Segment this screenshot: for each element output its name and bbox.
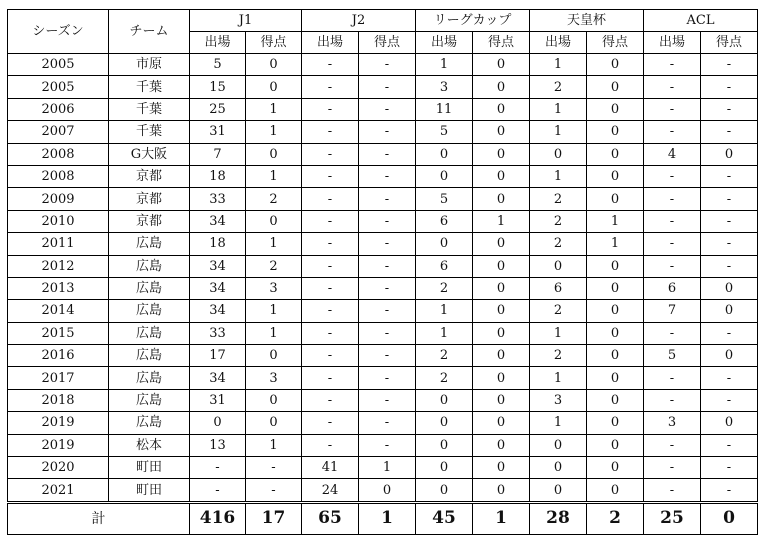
j2-apps-cell: - [302, 165, 359, 187]
acl-goals-cell: - [701, 121, 758, 143]
emperor-apps-cell: 2 [530, 210, 587, 232]
acl-goals-cell: - [701, 434, 758, 456]
acl-goals-cell: 0 [701, 277, 758, 299]
acl-apps-cell: - [644, 165, 701, 187]
j1-goals-cell: 1 [246, 98, 302, 120]
header-apps: 出場 [416, 32, 473, 54]
total-cell: 2 [587, 502, 644, 534]
season-cell: 2005 [8, 54, 109, 76]
j1-goals-cell: 2 [246, 255, 302, 277]
cup-goals-cell: 0 [473, 300, 530, 322]
acl-goals-cell: - [701, 54, 758, 76]
emperor-apps-cell: 3 [530, 389, 587, 411]
table-row [8, 345, 758, 367]
cup-goals-cell: 0 [473, 322, 530, 344]
cup-apps-cell: 0 [416, 434, 473, 456]
emperor-apps-cell: 2 [530, 233, 587, 255]
j2-apps-cell: - [302, 210, 359, 232]
j1-goals-cell: 1 [246, 165, 302, 187]
j1-apps-cell: 7 [190, 143, 246, 165]
j1-apps-cell: 0 [190, 412, 246, 434]
acl-apps-cell: - [644, 121, 701, 143]
emperor-apps-cell: 0 [530, 457, 587, 479]
j2-goals-cell: - [359, 255, 416, 277]
cup-goals-cell: 0 [473, 434, 530, 456]
header-emperors-cup: 天皇杯 [530, 10, 644, 32]
emperor-goals-cell: 0 [587, 412, 644, 434]
acl-goals-cell: 0 [701, 143, 758, 165]
table-row [8, 233, 758, 255]
j2-goals-cell: - [359, 345, 416, 367]
j1-apps-cell: 34 [190, 277, 246, 299]
header-team: チーム [109, 10, 190, 54]
team-cell: 広島 [109, 367, 190, 389]
acl-goals-cell: - [701, 255, 758, 277]
season-cell: 2008 [8, 143, 109, 165]
table-row [8, 210, 758, 232]
j2-apps-cell: - [302, 412, 359, 434]
team-cell: 広島 [109, 322, 190, 344]
header-j1: J1 [190, 10, 302, 32]
acl-goals-cell: 0 [701, 412, 758, 434]
team-cell: 千葉 [109, 121, 190, 143]
emperor-apps-cell: 1 [530, 121, 587, 143]
season-cell: 2014 [8, 300, 109, 322]
team-cell: 市原 [109, 54, 190, 76]
cup-goals-cell: 0 [473, 121, 530, 143]
cup-apps-cell: 0 [416, 389, 473, 411]
cup-apps-cell: 0 [416, 412, 473, 434]
acl-goals-cell: - [701, 210, 758, 232]
season-cell: 2007 [8, 121, 109, 143]
j2-apps-cell: - [302, 233, 359, 255]
season-cell: 2006 [8, 98, 109, 120]
j1-goals-cell: 0 [246, 76, 302, 98]
acl-apps-cell: - [644, 76, 701, 98]
emperor-apps-cell: 1 [530, 367, 587, 389]
j2-apps-cell: - [302, 367, 359, 389]
j2-goals-cell: - [359, 76, 416, 98]
j1-goals-cell: 0 [246, 389, 302, 411]
emperor-goals-cell: 0 [587, 188, 644, 210]
header-apps: 出場 [644, 32, 701, 54]
cup-goals-cell: 0 [473, 255, 530, 277]
j1-apps-cell: 13 [190, 434, 246, 456]
j2-apps-cell: - [302, 322, 359, 344]
season-cell: 2011 [8, 233, 109, 255]
j1-apps-cell: - [190, 479, 246, 502]
j2-apps-cell: - [302, 98, 359, 120]
j1-goals-cell: 1 [246, 233, 302, 255]
j1-goals-cell: 1 [246, 300, 302, 322]
season-cell: 2005 [8, 76, 109, 98]
emperor-goals-cell: 1 [587, 233, 644, 255]
header-acl: ACL [644, 10, 758, 32]
acl-apps-cell: 5 [644, 345, 701, 367]
j2-goals-cell: - [359, 54, 416, 76]
team-cell: 広島 [109, 277, 190, 299]
j1-goals-cell: 1 [246, 434, 302, 456]
cup-apps-cell: 0 [416, 143, 473, 165]
emperor-apps-cell: 2 [530, 345, 587, 367]
emperor-goals-cell: 0 [587, 479, 644, 502]
team-cell: 広島 [109, 389, 190, 411]
j2-apps-cell: 41 [302, 457, 359, 479]
j1-apps-cell: 34 [190, 300, 246, 322]
header-apps: 出場 [302, 32, 359, 54]
table-row [8, 54, 758, 76]
cup-apps-cell: 3 [416, 76, 473, 98]
cup-goals-cell: 1 [473, 210, 530, 232]
acl-goals-cell: - [701, 457, 758, 479]
table-row [8, 412, 758, 434]
j1-apps-cell: 34 [190, 255, 246, 277]
header-goals: 得点 [359, 32, 416, 54]
emperor-apps-cell: 1 [530, 322, 587, 344]
j2-apps-cell: - [302, 300, 359, 322]
table-row [8, 76, 758, 98]
team-cell: 広島 [109, 345, 190, 367]
total-row [8, 502, 758, 534]
header-goals: 得点 [701, 32, 758, 54]
j2-apps-cell: - [302, 255, 359, 277]
emperor-goals-cell: 1 [587, 210, 644, 232]
j2-goals-cell: - [359, 121, 416, 143]
season-cell: 2020 [8, 457, 109, 479]
cup-goals-cell: 0 [473, 143, 530, 165]
header-goals: 得点 [587, 32, 644, 54]
emperor-goals-cell: 0 [587, 434, 644, 456]
season-cell: 2016 [8, 345, 109, 367]
header-apps: 出場 [190, 32, 246, 54]
j2-goals-cell: - [359, 210, 416, 232]
acl-apps-cell: - [644, 98, 701, 120]
career-stats-table [7, 9, 758, 535]
emperor-apps-cell: 0 [530, 434, 587, 456]
acl-apps-cell: 4 [644, 143, 701, 165]
j2-apps-cell: 24 [302, 479, 359, 502]
total-cell: 17 [246, 502, 302, 534]
season-cell: 2019 [8, 434, 109, 456]
cup-goals-cell: 0 [473, 277, 530, 299]
j1-goals-cell: 2 [246, 188, 302, 210]
cup-goals-cell: 0 [473, 165, 530, 187]
total-cell: 1 [473, 502, 530, 534]
team-cell: 千葉 [109, 98, 190, 120]
cup-apps-cell: 2 [416, 345, 473, 367]
table-row [8, 277, 758, 299]
emperor-goals-cell: 0 [587, 76, 644, 98]
acl-goals-cell: - [701, 322, 758, 344]
acl-apps-cell: - [644, 188, 701, 210]
j1-apps-cell: 33 [190, 188, 246, 210]
acl-goals-cell: - [701, 76, 758, 98]
acl-goals-cell: - [701, 188, 758, 210]
team-cell: 京都 [109, 188, 190, 210]
j1-apps-cell: 25 [190, 98, 246, 120]
j2-apps-cell: - [302, 345, 359, 367]
j2-goals-cell: - [359, 277, 416, 299]
header-season: シーズン [8, 10, 109, 54]
team-cell: 松本 [109, 434, 190, 456]
acl-apps-cell: - [644, 457, 701, 479]
cup-goals-cell: 0 [473, 233, 530, 255]
emperor-goals-cell: 0 [587, 367, 644, 389]
table-row [8, 188, 758, 210]
j1-apps-cell: 17 [190, 345, 246, 367]
table-row [8, 98, 758, 120]
season-cell: 2021 [8, 479, 109, 502]
acl-goals-cell: - [701, 389, 758, 411]
acl-apps-cell: - [644, 479, 701, 502]
cup-apps-cell: 6 [416, 255, 473, 277]
stats-table-container [7, 9, 758, 535]
acl-apps-cell: - [644, 210, 701, 232]
header-goals: 得点 [473, 32, 530, 54]
stats-body [8, 54, 758, 503]
total-cell: 25 [644, 502, 701, 534]
emperor-goals-cell: 0 [587, 345, 644, 367]
acl-goals-cell: - [701, 165, 758, 187]
cup-goals-cell: 0 [473, 76, 530, 98]
team-cell: 町田 [109, 457, 190, 479]
j2-goals-cell: - [359, 143, 416, 165]
table-row [8, 322, 758, 344]
cup-goals-cell: 0 [473, 389, 530, 411]
j1-goals-cell: - [246, 479, 302, 502]
j2-apps-cell: - [302, 54, 359, 76]
team-cell: 千葉 [109, 76, 190, 98]
total-label: 計 [8, 502, 190, 534]
j2-apps-cell: - [302, 143, 359, 165]
emperor-goals-cell: 0 [587, 389, 644, 411]
j2-goals-cell: - [359, 98, 416, 120]
total-cell: 416 [190, 502, 246, 534]
emperor-goals-cell: 0 [587, 457, 644, 479]
emperor-apps-cell: 2 [530, 188, 587, 210]
team-cell: 広島 [109, 233, 190, 255]
table-row [8, 255, 758, 277]
season-cell: 2018 [8, 389, 109, 411]
emperor-apps-cell: 0 [530, 255, 587, 277]
table-row [8, 300, 758, 322]
j2-goals-cell: - [359, 367, 416, 389]
acl-apps-cell: - [644, 322, 701, 344]
season-cell: 2012 [8, 255, 109, 277]
season-cell: 2015 [8, 322, 109, 344]
j2-apps-cell: - [302, 434, 359, 456]
j1-goals-cell: 3 [246, 277, 302, 299]
season-cell: 2013 [8, 277, 109, 299]
cup-apps-cell: 11 [416, 98, 473, 120]
team-cell: 広島 [109, 412, 190, 434]
cup-goals-cell: 0 [473, 457, 530, 479]
j1-goals-cell: - [246, 457, 302, 479]
header-league-cup: リーグカップ [416, 10, 530, 32]
emperor-apps-cell: 1 [530, 54, 587, 76]
emperor-apps-cell: 2 [530, 300, 587, 322]
cup-apps-cell: 6 [416, 210, 473, 232]
j1-goals-cell: 1 [246, 121, 302, 143]
cup-apps-cell: 1 [416, 54, 473, 76]
j1-goals-cell: 3 [246, 367, 302, 389]
emperor-goals-cell: 0 [587, 121, 644, 143]
j1-apps-cell: - [190, 457, 246, 479]
j2-apps-cell: - [302, 277, 359, 299]
table-row [8, 434, 758, 456]
cup-apps-cell: 0 [416, 457, 473, 479]
j2-goals-cell: 0 [359, 479, 416, 502]
table-row [8, 457, 758, 479]
acl-apps-cell: - [644, 434, 701, 456]
j1-apps-cell: 15 [190, 76, 246, 98]
j1-goals-cell: 1 [246, 322, 302, 344]
j2-goals-cell: - [359, 412, 416, 434]
emperor-apps-cell: 0 [530, 143, 587, 165]
acl-goals-cell: - [701, 233, 758, 255]
cup-apps-cell: 0 [416, 233, 473, 255]
acl-apps-cell: - [644, 54, 701, 76]
cup-goals-cell: 0 [473, 98, 530, 120]
j2-apps-cell: - [302, 188, 359, 210]
header-j2: J2 [302, 10, 416, 32]
j1-apps-cell: 5 [190, 54, 246, 76]
j1-goals-cell: 0 [246, 54, 302, 76]
acl-apps-cell: - [644, 367, 701, 389]
j2-goals-cell: - [359, 300, 416, 322]
j2-goals-cell: - [359, 188, 416, 210]
season-cell: 2009 [8, 188, 109, 210]
total-cell: 28 [530, 502, 587, 534]
season-cell: 2010 [8, 210, 109, 232]
acl-apps-cell: 3 [644, 412, 701, 434]
acl-goals-cell: - [701, 479, 758, 502]
team-cell: 京都 [109, 210, 190, 232]
emperor-goals-cell: 0 [587, 98, 644, 120]
j1-apps-cell: 31 [190, 389, 246, 411]
j2-goals-cell: 1 [359, 457, 416, 479]
j1-goals-cell: 0 [246, 345, 302, 367]
total-cell: 65 [302, 502, 359, 534]
table-row [8, 479, 758, 502]
header-goals: 得点 [246, 32, 302, 54]
j1-apps-cell: 34 [190, 367, 246, 389]
cup-apps-cell: 5 [416, 188, 473, 210]
team-cell: 広島 [109, 300, 190, 322]
j2-goals-cell: - [359, 434, 416, 456]
cup-apps-cell: 2 [416, 277, 473, 299]
acl-goals-cell: 0 [701, 300, 758, 322]
acl-goals-cell: - [701, 367, 758, 389]
acl-apps-cell: 6 [644, 277, 701, 299]
j1-apps-cell: 33 [190, 322, 246, 344]
cup-goals-cell: 0 [473, 479, 530, 502]
emperor-apps-cell: 0 [530, 479, 587, 502]
cup-apps-cell: 2 [416, 367, 473, 389]
j2-goals-cell: - [359, 165, 416, 187]
j1-apps-cell: 34 [190, 210, 246, 232]
season-cell: 2017 [8, 367, 109, 389]
team-cell: 京都 [109, 165, 190, 187]
team-cell: 広島 [109, 255, 190, 277]
total-cell: 1 [359, 502, 416, 534]
emperor-goals-cell: 0 [587, 54, 644, 76]
j1-apps-cell: 18 [190, 165, 246, 187]
table-row [8, 367, 758, 389]
cup-goals-cell: 0 [473, 367, 530, 389]
cup-apps-cell: 1 [416, 300, 473, 322]
j2-apps-cell: - [302, 389, 359, 411]
team-cell: G大阪 [109, 143, 190, 165]
j2-apps-cell: - [302, 121, 359, 143]
j2-goals-cell: - [359, 389, 416, 411]
j2-goals-cell: - [359, 322, 416, 344]
cup-apps-cell: 0 [416, 479, 473, 502]
acl-apps-cell: - [644, 255, 701, 277]
emperor-apps-cell: 1 [530, 165, 587, 187]
j2-goals-cell: - [359, 233, 416, 255]
acl-goals-cell: 0 [701, 345, 758, 367]
emperor-apps-cell: 2 [530, 76, 587, 98]
acl-apps-cell: - [644, 389, 701, 411]
season-cell: 2019 [8, 412, 109, 434]
acl-apps-cell: 7 [644, 300, 701, 322]
emperor-goals-cell: 0 [587, 300, 644, 322]
table-row [8, 165, 758, 187]
emperor-goals-cell: 0 [587, 143, 644, 165]
acl-apps-cell: - [644, 233, 701, 255]
total-cell: 45 [416, 502, 473, 534]
j2-apps-cell: - [302, 76, 359, 98]
emperor-apps-cell: 1 [530, 98, 587, 120]
table-row [8, 143, 758, 165]
cup-apps-cell: 0 [416, 165, 473, 187]
emperor-apps-cell: 6 [530, 277, 587, 299]
cup-apps-cell: 5 [416, 121, 473, 143]
j1-goals-cell: 0 [246, 143, 302, 165]
cup-goals-cell: 0 [473, 412, 530, 434]
emperor-goals-cell: 0 [587, 255, 644, 277]
cup-goals-cell: 0 [473, 345, 530, 367]
emperor-goals-cell: 0 [587, 277, 644, 299]
j1-apps-cell: 31 [190, 121, 246, 143]
table-row [8, 389, 758, 411]
j1-goals-cell: 0 [246, 412, 302, 434]
j1-goals-cell: 0 [246, 210, 302, 232]
acl-goals-cell: - [701, 98, 758, 120]
j1-apps-cell: 18 [190, 233, 246, 255]
season-cell: 2008 [8, 165, 109, 187]
emperor-goals-cell: 0 [587, 322, 644, 344]
emperor-goals-cell: 0 [587, 165, 644, 187]
cup-apps-cell: 1 [416, 322, 473, 344]
cup-goals-cell: 0 [473, 188, 530, 210]
team-cell: 町田 [109, 479, 190, 502]
header-apps: 出場 [530, 32, 587, 54]
table-row [8, 121, 758, 143]
emperor-apps-cell: 1 [530, 412, 587, 434]
cup-goals-cell: 0 [473, 54, 530, 76]
total-cell: 0 [701, 502, 758, 534]
